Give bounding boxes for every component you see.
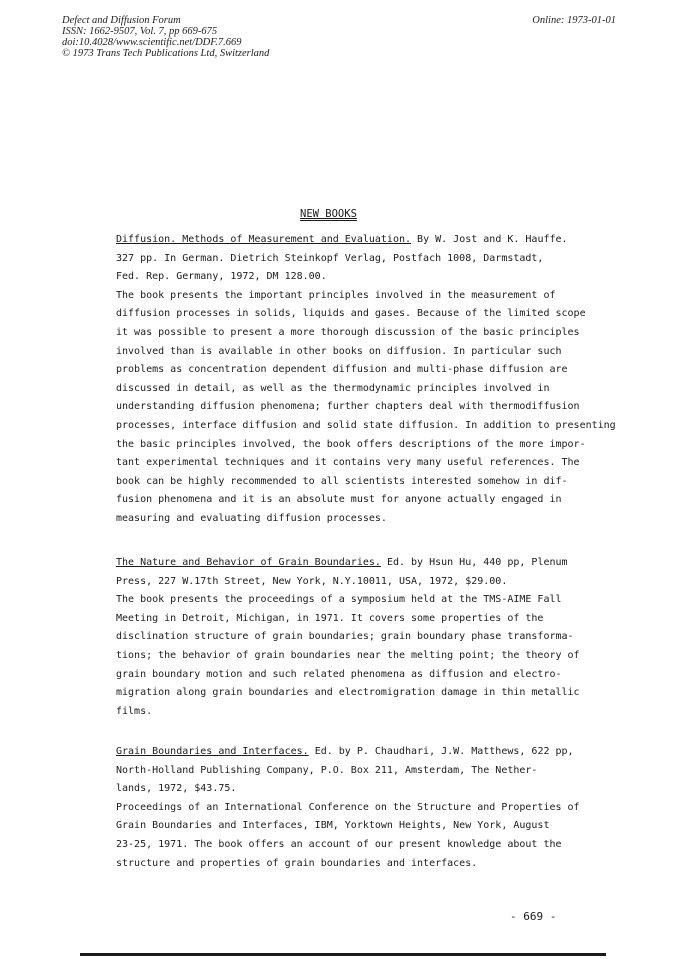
book-review-2: [116, 554, 580, 721]
text-line: book can be highly recommended to all scientists interested somehow in dif-: [116, 475, 568, 487]
book-title: Diffusion. Methods of Measurement and Evaluation.: [116, 234, 412, 245]
text-line: Press, 227 W.17th Street, New York, N.Y.10011, USA, 1972, $29.00.: [116, 575, 508, 587]
issn-line: ISSN: 1662-9507, Vol. 7, pp 669-675: [62, 26, 218, 37]
text-line: involved than is available in other books on diffusion. In particular such: [116, 345, 562, 357]
bottom-rule: [80, 953, 606, 956]
citation-text: Ed. by P. Chaudhari, J.W. Matthews, 622 pp,: [314, 746, 574, 757]
text-line: discussed in detail, as well as the thermodynamic principles involved in: [116, 382, 550, 394]
text-line: Meeting in Detroit, Michigan, in 1971. It covers some properties of the: [116, 612, 544, 624]
section-title: NEW BOOKS: [300, 208, 357, 220]
book-title: The Nature and Behavior of Grain Boundaries.: [116, 557, 381, 568]
review-citation-line: [116, 743, 576, 762]
text-line: tant experimental techniques and it contains very many useful references. The: [116, 457, 580, 469]
text-line: North-Holland Publishing Company, P.O. Box 211, Amsterdam, The Nether-: [116, 764, 538, 776]
text-line: problems as concentration dependent diffusion and multi-phase diffusion are: [116, 364, 568, 376]
text-line: 23-25, 1971. The book offers an account of our present knowledge about the: [116, 838, 562, 850]
text-line: Fed. Rep. Germany, 1972, DM 128.00.: [116, 271, 327, 283]
text-line: understanding diffusion phenomena; further chapters deal with thermodiffusion: [116, 401, 580, 413]
text-line: grain boundary motion and such related phenomena as diffusion and electro-: [116, 668, 562, 680]
review-citation-line: [116, 231, 576, 250]
text-line: processes, interface diffusion and solid state diffusion. In addition to presenting: [116, 419, 616, 431]
book-review-1: [116, 231, 616, 529]
text-line: it was possible to present a more thorough discussion of the basic principles: [116, 326, 580, 338]
text-line: migration along grain boundaries and electromigration damage in thin metallic: [116, 687, 580, 699]
text-line: lands, 1972, $43.75.: [116, 783, 237, 795]
text-line: fusion phenomena and it is an absolute must for anyone actually engaged in: [116, 494, 562, 506]
book-title: Grain Boundaries and Interfaces.: [116, 746, 309, 757]
journal-name: Defect and Diffusion Forum: [62, 15, 181, 26]
text-line: disclination structure of grain boundaries; grain boundary phase transforma-: [116, 631, 574, 643]
journal-header: [62, 15, 269, 59]
text-line: measuring and evaluating diffusion processes.: [116, 512, 387, 524]
text-line: tions; the behavior of grain boundaries near the melting point; the theory of: [116, 649, 580, 661]
doi-line: doi:10.4028/www.scientific.net/DDF.7.669: [62, 37, 242, 48]
text-line: Proceedings of an International Conference on the Structure and Properties of: [116, 801, 580, 813]
review-citation-line: [116, 554, 576, 573]
text-line: films.: [116, 705, 153, 717]
text-line: Grain Boundaries and Interfaces, IBM, Yorktown Heights, New York, August: [116, 820, 550, 832]
citation-text: Ed. by Hsun Hu, 440 pp, Plenum: [386, 557, 568, 568]
text-line: The book presents the proceedings of a symposium held at the TMS-AIME Fall: [116, 594, 562, 606]
page-number: - 669 -: [510, 910, 557, 923]
text-line: The book presents the important principles involved in the measurement of: [116, 289, 556, 301]
text-line: 327 pp. In German. Dietrich Steinkopf Verlag, Postfach 1008, Darmstadt,: [116, 252, 544, 264]
copyright-line: © 1973 Trans Tech Publications Ltd, Switzerland: [62, 48, 270, 59]
book-review-3: [116, 743, 580, 873]
citation-text: By W. Jost and K. Hauffe.: [417, 234, 568, 245]
text-line: structure and properties of grain boundaries and interfaces.: [116, 857, 478, 869]
online-date: Online: 1973-01-01: [532, 15, 616, 26]
text-line: diffusion processes in solids, liquids and gases. Because of the limited scope: [116, 308, 586, 320]
text-line: the basic principles involved, the book offers descriptions of the more impor-: [116, 438, 586, 450]
